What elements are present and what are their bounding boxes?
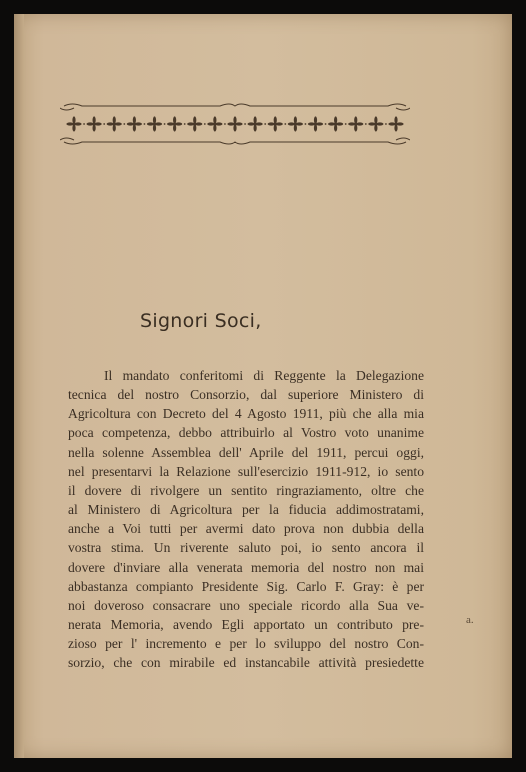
ornament-dot-icon — [204, 123, 206, 125]
flower-motif-icon — [268, 116, 283, 131]
text-line: dovere d'inviare alla venerata memoria del nostro non mai — [68, 559, 424, 575]
text-line: il dovere di rivolgere un sentito ringraziamento, oltre che — [68, 482, 424, 498]
text-line: poca competenza, debbo attribuirlo al Vostro voto unanime — [68, 425, 424, 441]
page-gutter — [14, 14, 24, 758]
ornament-dot-icon — [325, 123, 327, 125]
text-line: abbastanza compianto Presidente Sig. Carlo F. Gray: è per — [68, 578, 424, 594]
ornament-dot-icon — [83, 123, 85, 125]
ornament-dot-icon — [385, 123, 387, 125]
ornament-dot-icon — [264, 123, 266, 125]
text-line: Agricoltura con Decreto del 4 Agosto 1911, più che alla mia — [68, 406, 424, 422]
floral-band-ornament-icon — [60, 102, 410, 146]
flower-motif-icon — [368, 116, 383, 131]
text-line: zioso per l' incremento e per lo sviluppo del nostro Con- — [68, 636, 424, 652]
ornament-dot-icon — [284, 123, 286, 125]
text-line: vostra stima. Un riverente saluto poi, io sento ancora il — [68, 540, 424, 556]
margin-mark: a. — [466, 614, 474, 626]
flower-motif-icon — [328, 116, 343, 131]
flower-motif-icon — [127, 116, 142, 131]
ornament-dot-icon — [244, 123, 246, 125]
flower-motif-icon — [348, 116, 363, 131]
ornament-dot-icon — [365, 123, 367, 125]
flower-motif-icon — [147, 116, 162, 131]
ornament-dot-icon — [224, 123, 226, 125]
ornament-dot-icon — [144, 123, 146, 125]
book-page — [14, 14, 512, 758]
page-heading: Signori Soci, — [140, 310, 262, 332]
text-line: nerata Memoria, avendo Egli apportato un contributo pre- — [68, 617, 424, 633]
text-line: nella solenne Assemblea dell' Aprile del 1911, percui oggi, — [68, 444, 424, 460]
flower-motif-icon — [187, 116, 202, 131]
text-line: sorzio, che con mirabile ed instancabile attività presiedette — [68, 655, 424, 671]
ornament-dot-icon — [164, 123, 166, 125]
text-line: tecnica del nostro Consorzio, dal superiore Ministero di — [68, 387, 424, 403]
ornament-dot-icon — [305, 123, 307, 125]
flower-motif-icon — [248, 116, 263, 131]
flower-motif-icon — [167, 116, 182, 131]
flower-motif-icon — [227, 116, 242, 131]
flower-motif-icon — [308, 116, 323, 131]
body-paragraph — [68, 366, 424, 673]
flower-motif-icon — [388, 116, 403, 131]
ornament-dot-icon — [345, 123, 347, 125]
text-line: anche a Voi tutti per avermi dato prova non dubbia della — [68, 521, 424, 537]
text-line: al Ministero di Agricoltura per la fiducia addimostratami, — [68, 502, 424, 518]
ornament-dot-icon — [123, 123, 125, 125]
text-line: nel presentarvi la Relazione sull'esercizio 1911-912, io sento — [68, 463, 424, 479]
flower-motif-icon — [207, 116, 222, 131]
flower-motif-icon — [66, 116, 81, 131]
flower-motif-icon — [107, 116, 122, 131]
flower-motif-icon — [288, 116, 303, 131]
ornament-dot-icon — [103, 123, 105, 125]
flower-motif-icon — [87, 116, 102, 131]
ornament-dot-icon — [184, 123, 186, 125]
text-line: Il mandato conferitomi di Reggente la Delegazione — [104, 368, 424, 383]
text-line: noi doveroso consacrare uno speciale ricordo alla Sua ve- — [68, 597, 424, 613]
